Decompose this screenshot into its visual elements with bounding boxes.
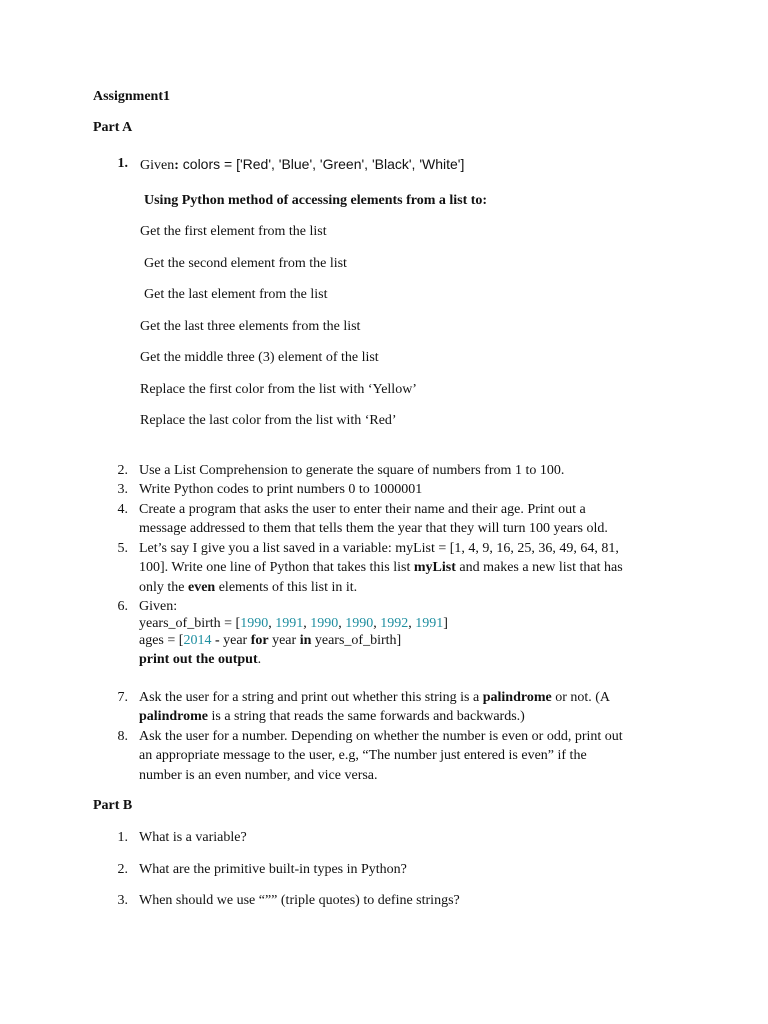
q1-task: Get the middle three (3) element of the list: [140, 350, 379, 365]
q6-yob-suffix: ]: [443, 616, 448, 631]
partb-q2-text: What are the primitive built-in types in Python?: [139, 862, 407, 877]
q1-task: Replace the first color from the list with ‘Yellow’: [140, 382, 417, 397]
q6-ages-text: ages = [: [139, 633, 184, 648]
q6-ages-text: year: [223, 633, 251, 648]
q6-number: 6.: [117, 599, 128, 614]
q3-number: 3.: [117, 482, 128, 497]
q7-palindrome: palindrome: [139, 709, 208, 724]
partb-q3-text: When should we use “”” (triple quotes) to define strings?: [139, 893, 460, 908]
document-title: Assignment1: [93, 89, 171, 104]
q6-sep: ,: [338, 616, 346, 631]
q5-mylist: myList: [413, 560, 456, 575]
q6-year: 1992: [380, 616, 409, 631]
partb-q1-text: What is a variable?: [139, 830, 247, 845]
q6-keyword-in: in: [299, 633, 312, 648]
q1-task: Get the first element from the list: [140, 224, 327, 239]
q1-task: Get the last element from the list: [144, 287, 328, 302]
q5-text: elements of this list in it.: [215, 580, 358, 595]
q6-yob-prefix: years_of_birth = [: [139, 616, 241, 631]
q1-number: 1.: [117, 156, 128, 171]
q2-text: Use a List Comprehension to generate the square of numbers from 1 to 100.: [139, 463, 565, 478]
q7-line: [139, 689, 610, 707]
q7-line: [139, 708, 525, 726]
q1-given-label: Given: [140, 158, 175, 173]
q7-text: Ask the user for a string and print out whether this string is a: [139, 690, 483, 705]
q5-line: [139, 559, 623, 577]
q8-line: number is an even number, and vice versa.: [139, 768, 378, 783]
q2-number: 2.: [117, 463, 128, 478]
q8-number: 8.: [117, 729, 128, 744]
q5-text: only the: [139, 580, 188, 595]
q4-number: 4.: [117, 502, 128, 517]
partb-q3-number: 3.: [117, 893, 128, 908]
q6-print-bold: print out the output: [139, 652, 258, 667]
q1-task: Get the last three elements from the list: [140, 319, 361, 334]
partb-q2-number: 2.: [117, 862, 128, 877]
q6-print-line: [139, 651, 261, 669]
q1-given: [140, 155, 464, 175]
q8-line: an appropriate message to the user, e.g, “The number just entered is even” if the: [139, 748, 587, 763]
q3-text: Write Python codes to print numbers 0 to 1000001: [139, 482, 423, 497]
q6-sep: ,: [303, 616, 311, 631]
q5-even: even: [188, 580, 216, 595]
q4-line: message addressed to them that tells them the year that they will turn 100 years old.: [139, 521, 608, 536]
partb-q1-number: 1.: [117, 830, 128, 845]
q6-years-line: [139, 615, 448, 633]
q6-ages-text: year: [268, 633, 300, 648]
q6-sep: ,: [408, 616, 416, 631]
q6-ages-minus: -: [211, 633, 224, 648]
q1-given-code: colors = ['Red', 'Blue', 'Green', 'Black', 'White']: [178, 156, 465, 172]
q6-ages-text: years_of_birth]: [311, 633, 402, 648]
q4-line: Create a program that asks the user to enter their name and their age. Print out a: [139, 502, 586, 517]
q6-keyword-for: for: [250, 633, 269, 648]
q1-task: Replace the last color from the list with ‘Red’: [140, 413, 397, 428]
q8-line: Ask the user for a number. Depending on whether the number is even or odd, print out: [139, 729, 623, 744]
q5-line: [139, 579, 357, 597]
q6-year: 1990: [345, 616, 374, 631]
q1-instruction: Using Python method of accessing elements from a list to:: [144, 193, 488, 208]
q7-palindrome: palindrome: [482, 690, 552, 705]
q6-ages-year: 2014: [183, 633, 212, 648]
q1-given-colon: :: [174, 158, 179, 173]
q7-text: is a string that reads the same forwards and backwards.): [207, 709, 525, 724]
q7-number: 7.: [117, 690, 128, 705]
q6-sep: ,: [373, 616, 381, 631]
q6-year: 1990: [310, 616, 339, 631]
q5-number: 5.: [117, 541, 128, 556]
q5-line: Let’s say I give you a list saved in a variable: myList = [1, 4, 9, 16, 25, 36, 49, 64, 81,: [139, 541, 619, 556]
part-b-heading: Part B: [93, 798, 133, 813]
q6-given: Given:: [139, 599, 178, 614]
q5-text: 100]. Write one line of Python that takes this list: [139, 560, 414, 575]
part-a-heading: Part A: [93, 120, 133, 135]
q5-text: and makes a new list that has: [455, 560, 623, 575]
q6-sep: ,: [268, 616, 276, 631]
q6-year: 1990: [240, 616, 269, 631]
q6-print-end: .: [257, 652, 262, 667]
q7-text: or not. (A: [551, 690, 611, 705]
q6-ages-line: [139, 632, 401, 650]
q6-year: 1991: [415, 616, 444, 631]
q1-task: Get the second element from the list: [144, 256, 347, 271]
q6-year: 1991: [275, 616, 304, 631]
